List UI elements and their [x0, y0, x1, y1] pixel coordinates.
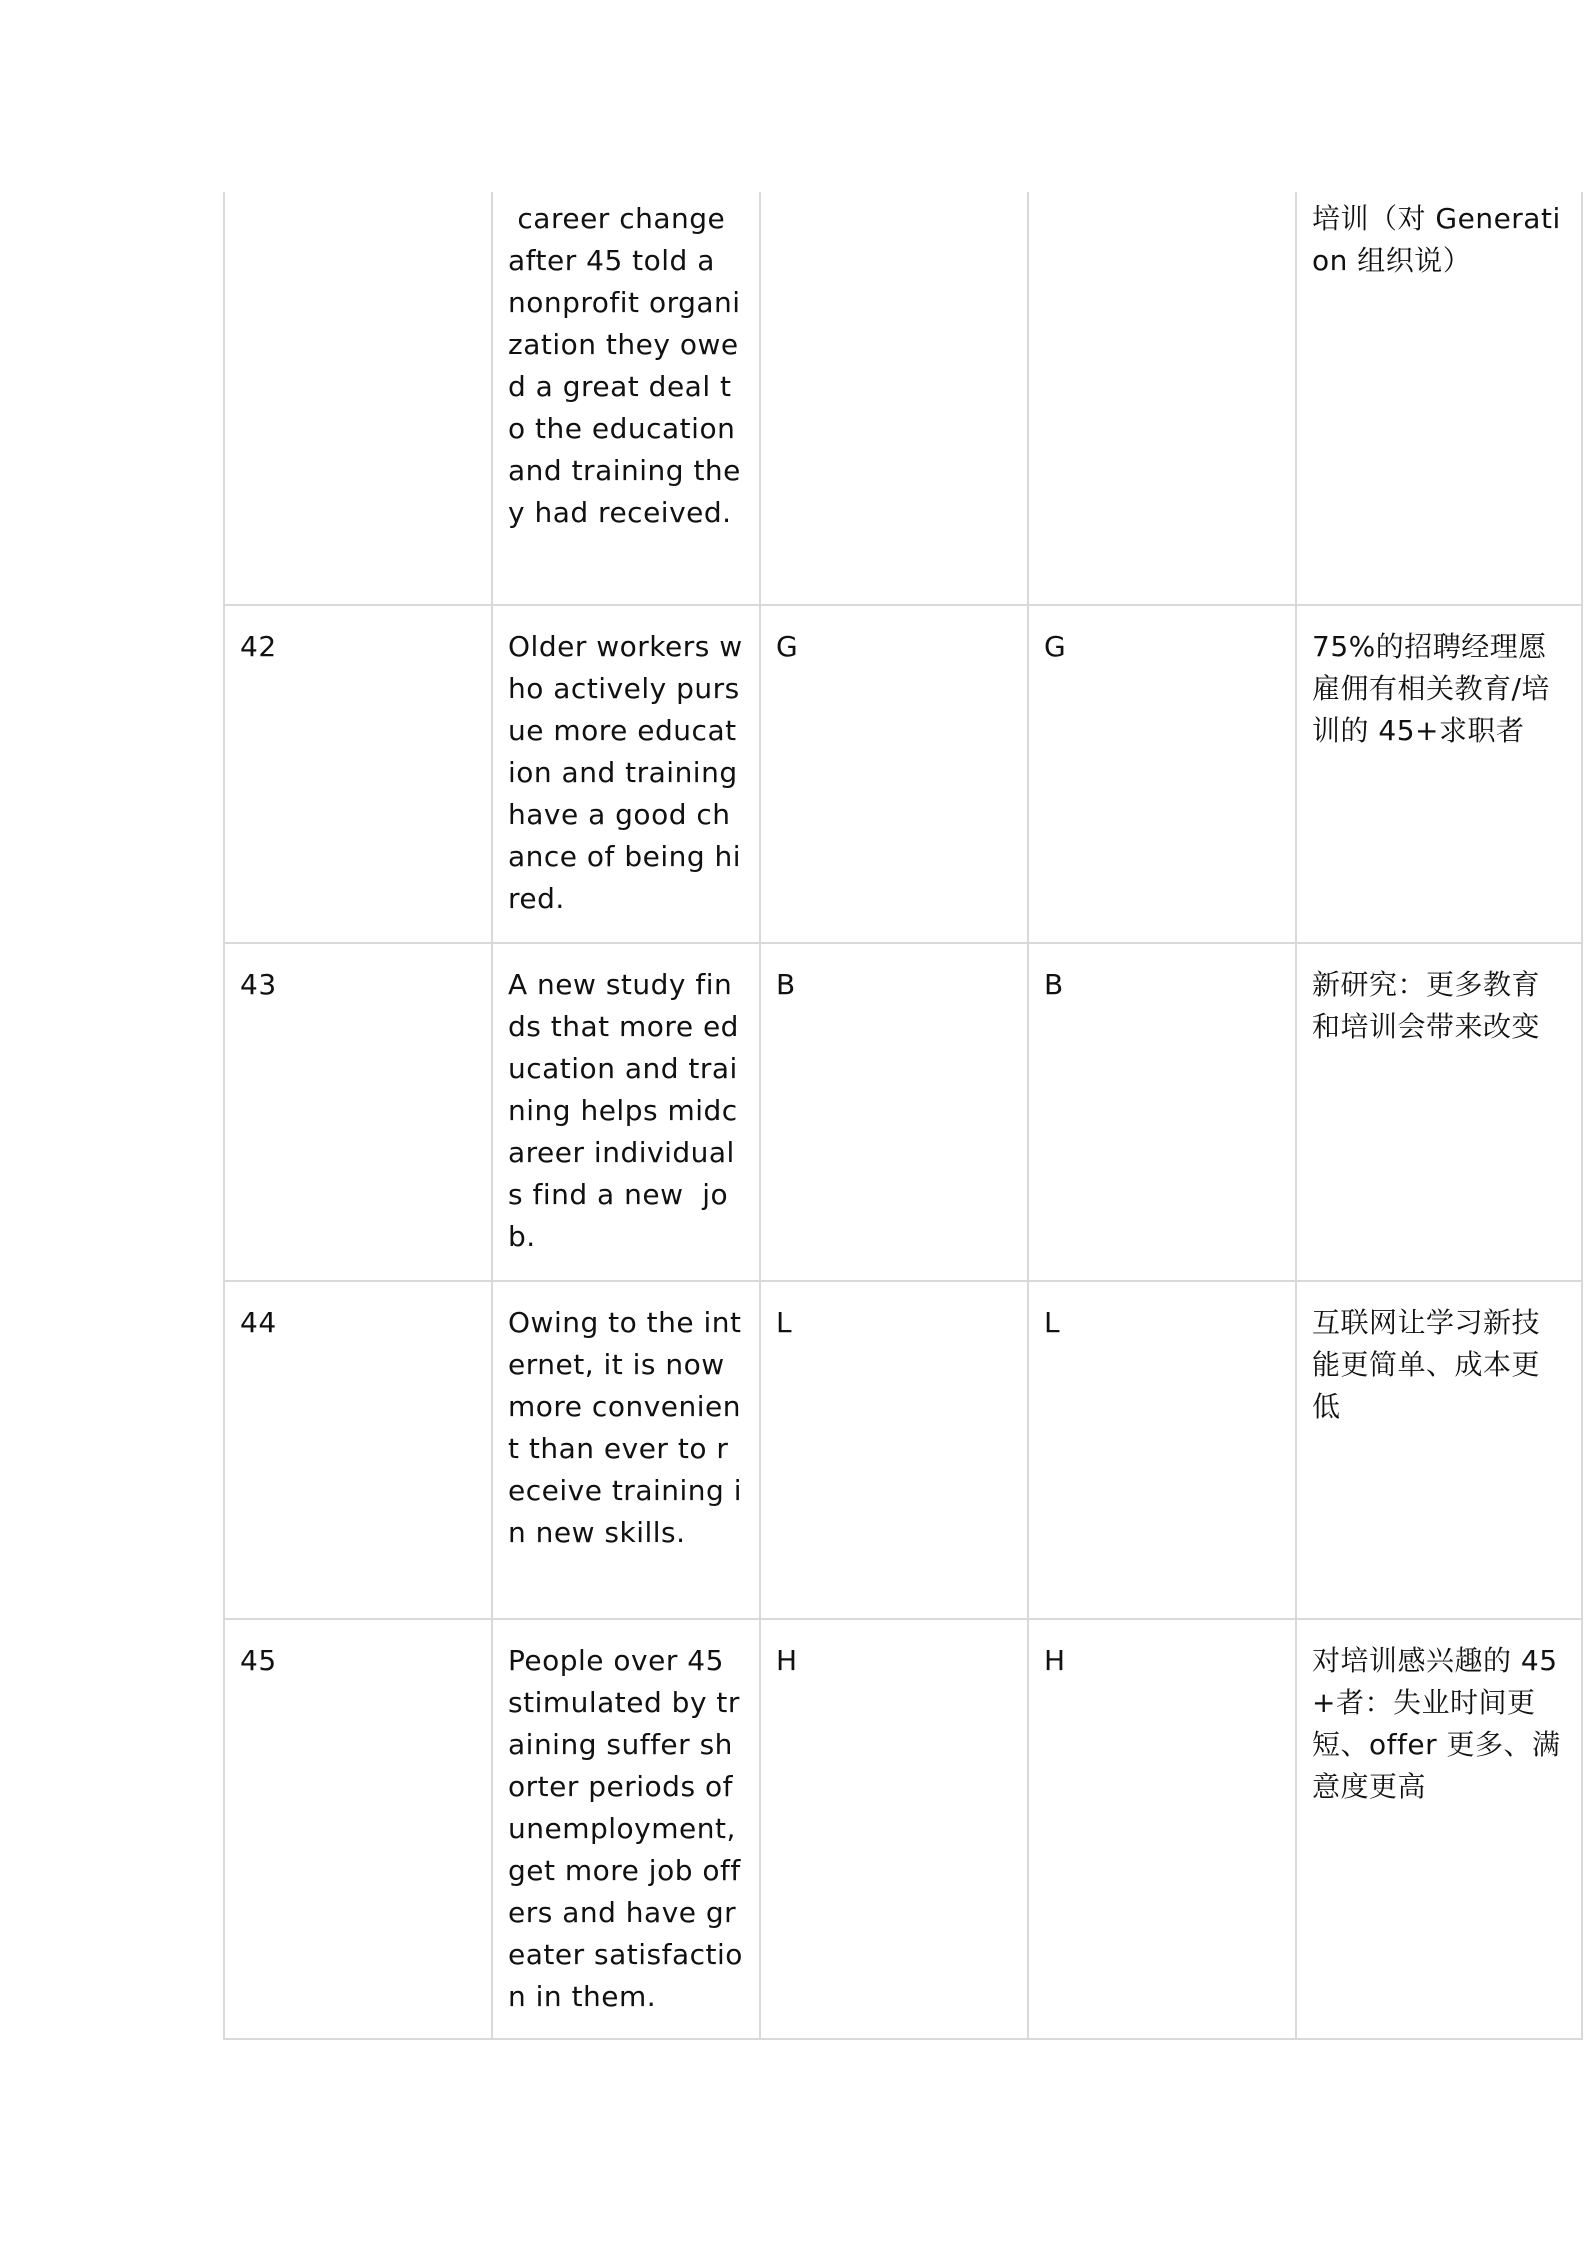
- answer-cell: B: [1028, 943, 1296, 1281]
- answer-cell: G: [760, 605, 1028, 943]
- answer-cell: G: [1028, 605, 1296, 943]
- note-text: 互联网让学习新技能更简单、成本更低: [1296, 1281, 1582, 1619]
- answer-cell: H: [760, 1619, 1028, 2039]
- answer-table: [223, 192, 1583, 2040]
- answer-cell: B: [760, 943, 1028, 1281]
- answer-cell: [1028, 192, 1296, 605]
- statement-text: A new study finds that more education and training helps midcareer individuals find a new job.: [492, 943, 760, 1281]
- table-row: [224, 1619, 1582, 2039]
- table-row: [224, 605, 1582, 943]
- note-text: 对培训感兴趣的 45+者：失业时间更短、offer 更多、满意度更高: [1296, 1619, 1582, 2039]
- statement-text: Owing to the internet, it is now more convenient than ever to receive training in new skills.: [492, 1281, 760, 1619]
- answer-cell: H: [1028, 1619, 1296, 2039]
- statement-text: Older workers who actively pursue more education and training have a good chance of being hired.: [492, 605, 760, 943]
- note-text: 新研究：更多教育和培训会带来改变: [1296, 943, 1582, 1281]
- note-text: 75%的招聘经理愿雇佣有相关教育/培训的 45+求职者: [1296, 605, 1582, 943]
- answer-cell: L: [760, 1281, 1028, 1619]
- statement-text: People over 45 stimulated by training suffer shorter periods of unemployment, get more job offers and have greater satisfaction in them.: [492, 1619, 760, 2039]
- question-number: 43: [224, 943, 492, 1281]
- answer-cell: [760, 192, 1028, 605]
- table-row: [224, 1281, 1582, 1619]
- answer-cell: L: [1028, 1281, 1296, 1619]
- question-number: 44: [224, 1281, 492, 1619]
- note-text: 培训（对 Generation 组织说）: [1296, 192, 1582, 605]
- question-number: [224, 192, 492, 605]
- statement-text: career change after 45 told a nonprofit organization they owed a great deal to the education and training they had received.: [492, 192, 760, 605]
- question-number: 42: [224, 605, 492, 943]
- table-row: [224, 943, 1582, 1281]
- question-number: 45: [224, 1619, 492, 2039]
- table-row: [224, 192, 1582, 605]
